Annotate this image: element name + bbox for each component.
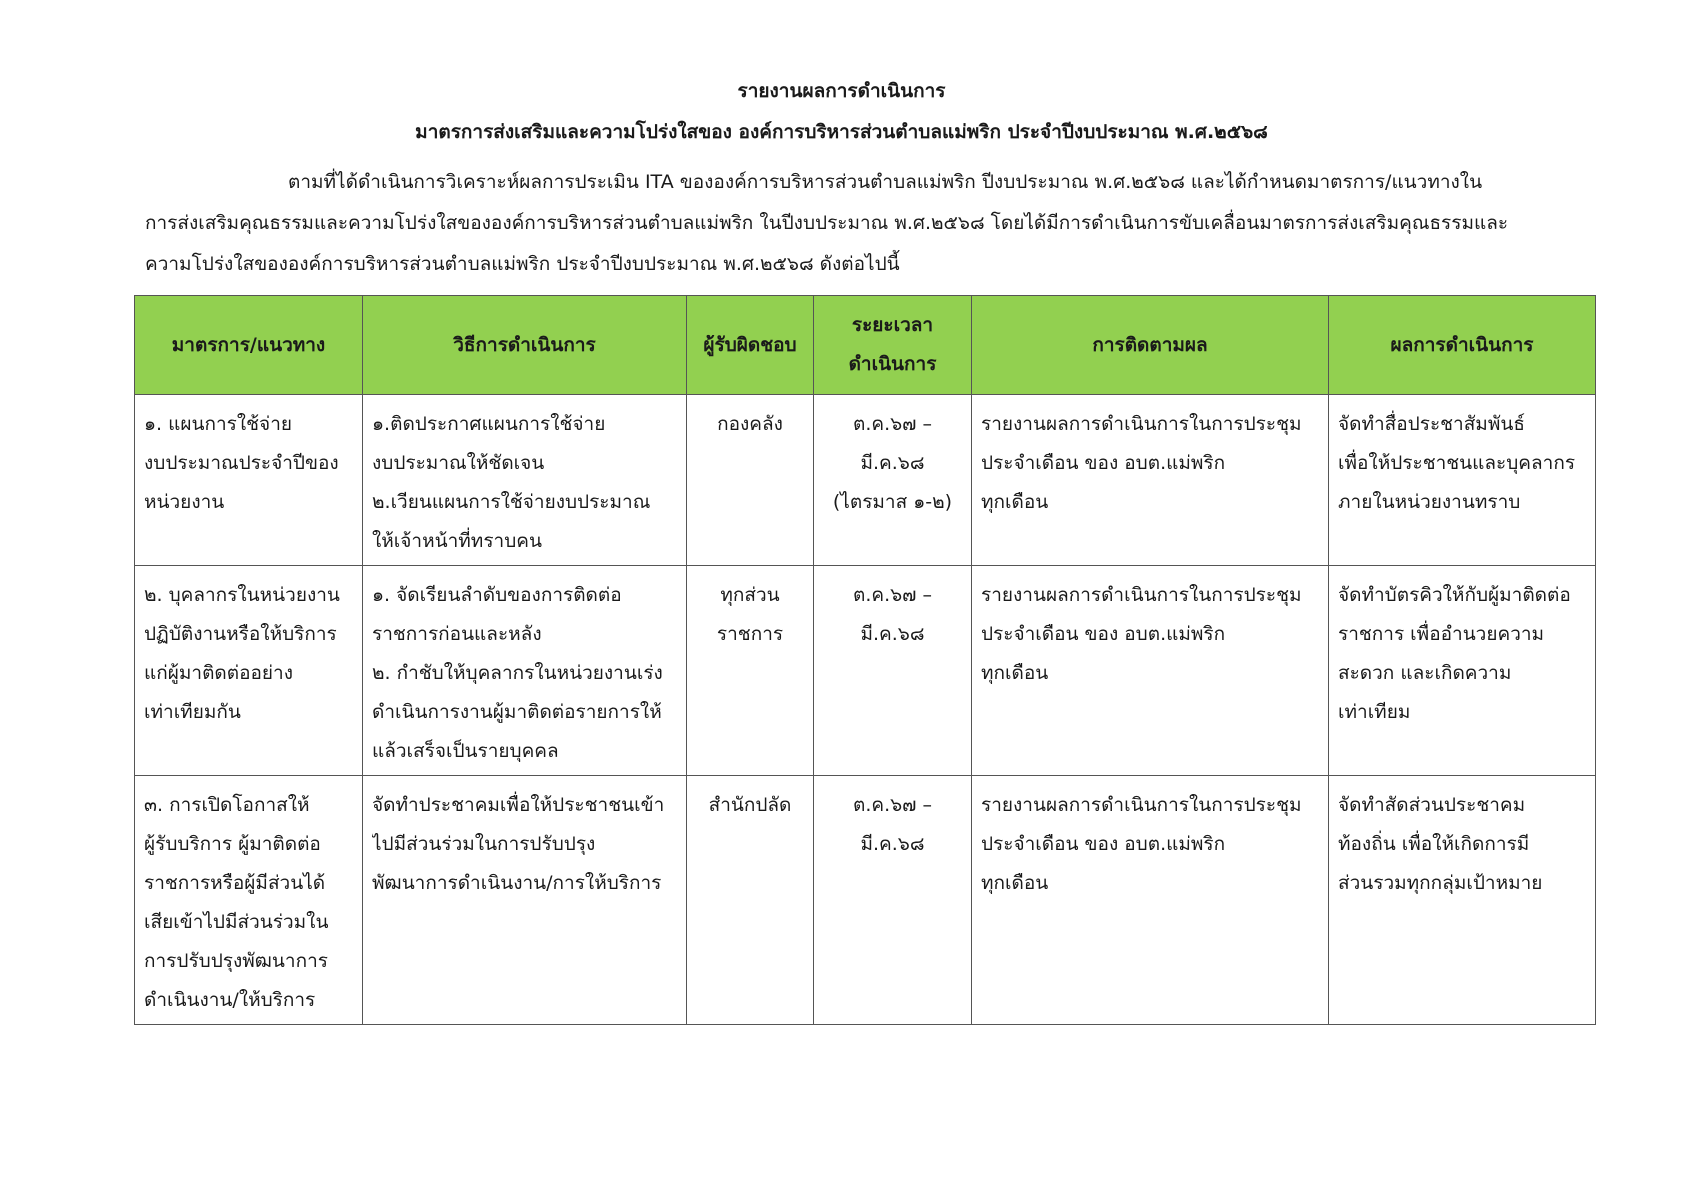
cell-line: งบประมาณประจำปีของ [144, 452, 339, 474]
cell-line: ท้องถิ่น เพื่อให้เกิดการมี [1338, 833, 1530, 855]
result-cell [1329, 566, 1596, 776]
cell-line: มี.ค.๖๘ [860, 623, 925, 645]
cell-line: ๒. บุคลากรในหน่วยงาน [144, 584, 340, 606]
cell-line: เท่าเทียม [1338, 701, 1411, 723]
responsible-cell [687, 395, 814, 566]
result-cell [1329, 776, 1596, 1025]
cell-line: หน่วยงาน [144, 491, 225, 513]
cell-line: ดำเนินงาน/ให้บริการ [144, 989, 316, 1011]
cell-line: มี.ค.๖๘ [860, 833, 925, 855]
responsible-cell [687, 776, 814, 1025]
cell-line: จัดทำบัตรคิวให้กับผู้มาติดต่อ [1338, 584, 1571, 606]
cell-line: จัดทำสื่อประชาสัมพันธ์ [1338, 413, 1525, 435]
cell-line: ๒.เวียนแผนการใช้จ่ายงบประมาณ [372, 491, 651, 513]
cell-line: มี.ค.๖๘ [860, 452, 925, 474]
cell-line: เท่าเทียมกัน [144, 701, 241, 723]
header-method: วิธีการดำเนินการ [363, 296, 687, 395]
cell-line: ๒. กำชับให้บุคลากรในหน่วยงานเร่ง [372, 662, 663, 684]
report-table [134, 295, 1596, 1025]
cell-line: กองคลัง [717, 413, 783, 435]
monitoring-cell [972, 566, 1329, 776]
table-header-row [135, 296, 1596, 395]
cell-line: ทุกเดือน [981, 491, 1049, 513]
header-period-line: ดำเนินการ [848, 353, 937, 375]
cell-line: ประจำเดือน ของ อบต.แม่พริก [981, 623, 1226, 645]
monitoring-cell [972, 395, 1329, 566]
method-cell [363, 776, 687, 1025]
cell-line: ทุกเดือน [981, 662, 1049, 684]
cell-line: ๑. แผนการใช้จ่าย [144, 413, 292, 435]
responsible-cell [687, 566, 814, 776]
cell-line: รายงานผลการดำเนินการในการประชุม [981, 794, 1302, 816]
cell-line: พัฒนาการดำเนินงาน/การให้บริการ [372, 872, 662, 894]
cell-line: จัดทำสัดส่วนประชาคม [1338, 794, 1526, 816]
cell-line: ให้เจ้าหน้าที่ทราบคน [372, 530, 542, 552]
cell-line: ราชการหรือผู้มีส่วนได้ [144, 872, 326, 894]
intro-line: ความโปร่งใสขององค์การบริหารส่วนตำบลแม่พริก ประจำปีงบประมาณ พ.ศ.๒๕๖๘ ดังต่อไปนี้ [145, 253, 900, 275]
cell-line: ไปมีส่วนร่วมในการปรับปรุง [372, 833, 596, 855]
header-result: ผลการดำเนินการ [1329, 296, 1596, 395]
cell-line: ภายในหน่วยงานทราบ [1338, 491, 1521, 513]
table-row [135, 776, 1596, 1025]
intro-line: ตามที่ได้ดำเนินการวิเคราะห์ผลการประเมิน ITA ขององค์การบริหารส่วนตำบลแม่พริก ปีงบประมาณ พ.ศ.๒๕๖๘ และได้กำหนดมาตรการ/แนวทางใน [288, 171, 1483, 193]
cell-line: ราชการ [716, 623, 784, 645]
method-cell [363, 566, 687, 776]
intro-paragraph [145, 162, 1545, 285]
cell-line: สำนักปลัด [708, 794, 792, 816]
cell-line: ประจำเดือน ของ อบต.แม่พริก [981, 833, 1226, 855]
header-period-line: ระยะเวลา [851, 314, 934, 336]
intro-line: การส่งเสริมคุณธรรมและความโปร่งใสขององค์การบริหารส่วนตำบลแม่พริก ในปีงบประมาณ พ.ศ.๒๕๖๘ โดยได้มีการดำเนินการขับเคลื่อนมาตรการส่งเสริมคุณธรรมและ [145, 212, 1509, 234]
cell-line: รายงานผลการดำเนินการในการประชุม [981, 413, 1302, 435]
monitoring-cell [972, 776, 1329, 1025]
cell-line: ๑.ติดประกาศแผนการใช้จ่าย [372, 413, 606, 435]
cell-line: ราชการก่อนและหลัง [372, 623, 542, 645]
period-cell [814, 395, 972, 566]
cell-line: ต.ค.๖๗ – [852, 794, 932, 816]
cell-line: ต.ค.๖๗ – [852, 413, 932, 435]
measure-cell [135, 395, 363, 566]
cell-line: แล้วเสร็จเป็นรายบุคคล [372, 740, 559, 762]
result-cell [1329, 395, 1596, 566]
cell-line: ทุกส่วน [720, 584, 780, 606]
cell-line: ทุกเดือน [981, 872, 1049, 894]
table-row [135, 395, 1596, 566]
period-cell [814, 566, 972, 776]
header-period [814, 296, 972, 395]
measure-cell [135, 776, 363, 1025]
cell-line: (ไตรมาส ๑-๒) [832, 491, 953, 513]
cell-line: จัดทำประชาคมเพื่อให้ประชาชนเข้า [372, 794, 665, 816]
cell-line: ดำเนินการงานผู้มาติดต่อรายการให้ [372, 701, 662, 723]
cell-line: ส่วนรวมทุกกลุ่มเป้าหมาย [1338, 872, 1543, 894]
cell-line: ผู้รับบริการ ผู้มาติดต่อ [144, 833, 321, 855]
cell-line: เพื่อให้ประชาชนและบุคลากร [1338, 452, 1576, 474]
cell-line: งบประมาณให้ชัดเจน [372, 452, 545, 474]
cell-line: ราชการ เพื่ออำนวยความ [1338, 623, 1545, 645]
cell-line: ๓. การเปิดโอกาสให้ [144, 794, 310, 816]
document-title: รายงานผลการดำเนินการ [737, 80, 946, 102]
table-row [135, 566, 1596, 776]
header-monitoring: การติดตามผล [972, 296, 1329, 395]
cell-line: สะดวก และเกิดความ [1338, 662, 1512, 684]
method-cell [363, 395, 687, 566]
cell-line: การปรับปรุงพัฒนาการ [144, 950, 328, 972]
cell-line: รายงานผลการดำเนินการในการประชุม [981, 584, 1302, 606]
document-subtitle: มาตรการส่งเสริมและความโปร่งใสของ องค์การบริหารส่วนตำบลแม่พริก ประจำปีงบประมาณ พ.ศ.๒๕๖๘ [415, 121, 1268, 143]
cell-line: ประจำเดือน ของ อบต.แม่พริก [981, 452, 1226, 474]
header-responsible: ผู้รับผิดชอบ [687, 296, 814, 395]
cell-line: ปฏิบัติงานหรือให้บริการ [144, 623, 337, 645]
cell-line: แก่ผู้มาติดต่ออย่าง [144, 662, 293, 684]
cell-line: ต.ค.๖๗ – [852, 584, 932, 606]
cell-line: ๑. จัดเรียนลำดับของการติดต่อ [372, 584, 622, 606]
period-cell [814, 776, 972, 1025]
measure-cell [135, 566, 363, 776]
header-measure: มาตรการ/แนวทาง [135, 296, 363, 395]
cell-line: เสียเข้าไปมีส่วนร่วมใน [144, 911, 329, 933]
